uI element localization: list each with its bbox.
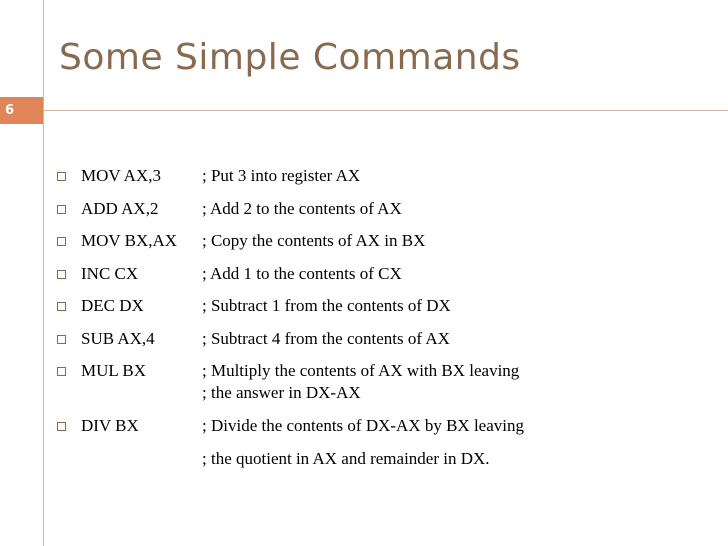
slide-title: Some Simple Commands xyxy=(59,37,521,78)
command-text: MOV AX,3 xyxy=(81,166,161,185)
command-text: INC CX xyxy=(81,263,139,283)
vertical-rule xyxy=(43,0,44,546)
horizontal-rule xyxy=(43,110,728,111)
hollow-square-bullet-icon xyxy=(57,237,66,246)
hollow-square-bullet-icon xyxy=(57,422,66,431)
hollow-square-bullet-icon xyxy=(57,302,66,311)
list-item xyxy=(57,228,697,261)
command-text: ADD AX,2 xyxy=(81,198,159,218)
command-comment: ; Add 2 to the contents of AX xyxy=(202,198,402,218)
command-comment: ; Add 1 to the contents of CX xyxy=(202,263,402,283)
list-item xyxy=(57,261,697,294)
hollow-square-bullet-icon xyxy=(57,367,66,376)
command-comment-continuation: ; the quotient in AX and remainder in DX. xyxy=(202,449,490,468)
command-comment: ; Multiply the contents of AX with BX leaving xyxy=(202,361,520,380)
command-text: DIV BX xyxy=(81,416,139,435)
list-item xyxy=(57,293,697,326)
command-text: DEC DX xyxy=(81,296,144,315)
list-item xyxy=(57,163,697,196)
command-comment: ; Subtract 4 from the contents of AX xyxy=(202,328,450,348)
hollow-square-bullet-icon xyxy=(57,270,66,279)
command-comment: ; Copy the contents of AX in BX xyxy=(202,231,426,250)
hollow-square-bullet-icon xyxy=(57,335,66,344)
list-item xyxy=(57,358,697,413)
command-list xyxy=(57,163,697,479)
page-number-badge: 6 xyxy=(0,97,43,124)
hollow-square-bullet-icon xyxy=(57,172,66,181)
command-text: SUB AX,4 xyxy=(81,328,155,348)
command-comment: ; Divide the contents of DX-AX by BX leaving xyxy=(202,416,524,435)
list-item xyxy=(57,196,697,229)
list-item xyxy=(57,413,697,479)
list-item xyxy=(57,326,697,359)
command-comment: ; Put 3 into register AX xyxy=(202,166,361,185)
hollow-square-bullet-icon xyxy=(57,205,66,214)
command-comment: ; Subtract 1 from the contents of DX xyxy=(202,296,451,315)
command-text: MOV BX,AX xyxy=(81,231,178,250)
command-comment-continuation: ; the answer in DX-AX xyxy=(202,383,361,402)
command-text: MUL BX xyxy=(81,361,147,380)
